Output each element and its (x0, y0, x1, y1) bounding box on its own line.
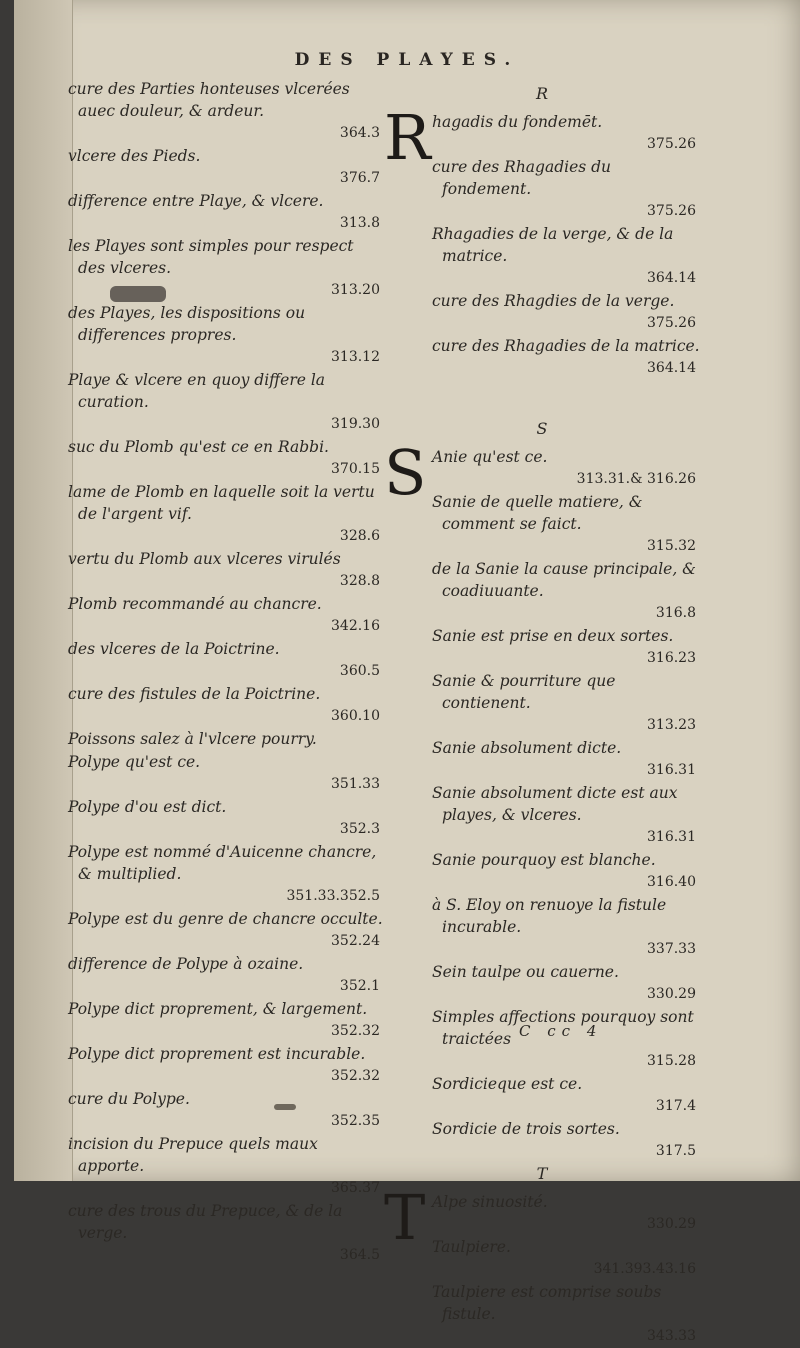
entry-page-ref: 364.5 (339, 1247, 380, 1263)
section-s-entries (428, 446, 700, 1162)
entry-text: Rhagadies de la verge, & de la matrice. (432, 225, 674, 265)
entry-text: des Playes, les dispositions ou differences propres. (68, 304, 306, 344)
entry-page-ref: 337.33 (647, 941, 696, 957)
index-entry (64, 908, 384, 952)
dropcap-s: S (384, 436, 427, 509)
index-entry (428, 849, 700, 893)
index-entry (428, 558, 700, 624)
entry-text: difference de Polype à ozaine. (68, 955, 304, 973)
entry-text: Sanie pourquoy est blanche. (432, 851, 656, 869)
index-entry (64, 302, 384, 368)
section-letter-t: T (536, 1164, 548, 1183)
entry-text: les Playes sont simples pour respect des vlceres. (68, 237, 354, 277)
book-page (14, 0, 800, 1344)
entry-page-ref: 364.14 (647, 270, 696, 286)
index-entry (428, 223, 700, 289)
entry-text: cure des Rhagdies de la verge. (432, 292, 675, 310)
section-t-entries (428, 1191, 700, 1347)
index-entry (64, 728, 384, 750)
entry-page-ref: 316.40 (647, 874, 696, 890)
entry-page-ref: 342.16 (331, 618, 380, 634)
index-entry (64, 751, 384, 795)
index-entry (64, 1088, 384, 1132)
entry-text: Sanie & pourriture que contienent. (432, 672, 616, 712)
entry-text: vertu du Plomb aux vlceres virulés (68, 550, 341, 568)
entry-page-ref: 352.35 (331, 1113, 380, 1129)
entry-page-ref: 375.26 (647, 203, 696, 219)
entry-text: cure des Parties honteuses vlcerées auec douleur, & ardeur. (68, 80, 350, 120)
entry-text: Sanie absolument dicte est aux playes, & vlceres. (432, 784, 678, 824)
entry-text: de la Sanie la cause principale, & coadiuuante. (432, 560, 696, 600)
entry-text: Poissons salez à l'vlcere pourry. (68, 730, 317, 748)
entry-text: Polype est du genre de chancre occulte. (68, 910, 383, 928)
index-entry (64, 145, 384, 189)
index-entry (64, 190, 384, 234)
entry-text: Polype d'ou est dict. (68, 798, 227, 816)
entry-text: suc du Plomb qu'est ce en Rabbi. (68, 438, 329, 456)
entry-text: cure des Rhagadies du fondement. (432, 158, 612, 198)
index-entry (428, 1281, 700, 1347)
entry-page-ref: 352.32 (331, 1023, 380, 1039)
index-entry (64, 1200, 384, 1266)
index-entry (428, 737, 700, 781)
entry-page-ref: 313.12 (331, 349, 380, 365)
index-entry (428, 782, 700, 848)
entry-page-ref: 365.37 (331, 1180, 380, 1196)
entry-text: Sordicieque est ce. (432, 1075, 583, 1093)
section-letter-r: R (535, 84, 549, 103)
entry-text: Polype dict proprement est incurable. (68, 1045, 366, 1063)
index-entry (428, 894, 700, 960)
entry-page-ref: 375.26 (647, 315, 696, 331)
entry-page-ref: 313.8 (339, 215, 380, 231)
entry-page-ref: 370.15 (331, 461, 380, 477)
index-entry (428, 1236, 700, 1280)
index-entry (64, 481, 384, 547)
entry-text: Playe & vlcere en quoy differe la curation. (68, 371, 326, 411)
signature-mark: C cc 4 (519, 1022, 603, 1040)
entry-text: Alpe sinuosité. (432, 1193, 548, 1211)
index-entry (64, 998, 384, 1042)
index-entry (64, 436, 384, 480)
entry-page-ref: 317.4 (655, 1098, 696, 1114)
index-entry (64, 1133, 384, 1199)
right-column (384, 78, 700, 1348)
entry-page-ref: 360.10 (331, 708, 380, 724)
entry-text: Polype dict proprement, & largement. (68, 1000, 368, 1018)
entry-page-ref: 375.26 (647, 136, 696, 152)
entry-text: Simples affections pourquoy sont traictées (432, 1008, 694, 1048)
entry-page-ref: 319.30 (331, 416, 380, 432)
entry-text: vlcere des Pieds. (68, 147, 201, 165)
index-entry (64, 593, 384, 637)
entry-text: Taulpiere est comprise soubs fistule. (432, 1283, 662, 1323)
entry-page-ref: 352.32 (331, 1068, 380, 1084)
entry-text: Plomb recommandé au chancre. (68, 595, 322, 613)
entry-text: Taulpiere. (432, 1238, 511, 1256)
entry-page-ref: 352.1 (339, 978, 380, 994)
entry-text: cure des Rhagadies de la matrice. (432, 337, 700, 355)
entry-page-ref: 341.393.43.16 (593, 1261, 696, 1277)
entry-page-ref: 328.6 (339, 528, 380, 544)
entry-text: à S. Eloy on renuoye la fistule incurable. (432, 896, 667, 936)
index-entry (64, 841, 384, 907)
entry-page-ref: 313.23 (647, 717, 696, 733)
section-r (384, 101, 700, 379)
entry-text: cure des fistules de la Poictrine. (68, 685, 321, 703)
entry-page-ref: 351.33 (331, 776, 380, 792)
entry-page-ref: 316.31 (647, 762, 696, 778)
entry-text: Sein taulpe ou cauerne. (432, 963, 619, 981)
entry-page-ref: 364.3 (339, 125, 380, 141)
entry-page-ref: 360.5 (339, 663, 380, 679)
section-letter-s: S (536, 419, 548, 438)
index-entry (64, 953, 384, 997)
section-r-entries (428, 111, 700, 379)
left-column (64, 78, 384, 1267)
ink-stain (110, 286, 166, 302)
dropcap-t: T (384, 1181, 426, 1254)
entry-text: difference entre Playe, & vlcere. (68, 192, 324, 210)
index-entry (64, 78, 384, 144)
index-entry (428, 1191, 700, 1235)
index-entry (428, 670, 700, 736)
entry-page-ref: 315.28 (647, 1053, 696, 1069)
entry-page-ref: 352.24 (331, 933, 380, 949)
entry-text: cure du Polype. (68, 1090, 190, 1108)
section-t (384, 1181, 700, 1347)
entry-text: incision du Prepuce quels maux apporte. (68, 1135, 318, 1175)
entry-page-ref: 316.23 (647, 650, 696, 666)
index-entry (428, 1073, 700, 1117)
entry-text: Sanie absolument dicte. (432, 739, 622, 757)
entry-text: hagadis du fondemēt. (432, 113, 603, 131)
index-entry (428, 446, 700, 490)
index-entry (428, 290, 700, 334)
index-entry (428, 961, 700, 1005)
entry-page-ref: 364.14 (647, 360, 696, 376)
index-entry (64, 796, 384, 840)
entry-page-ref: 328.8 (339, 573, 380, 589)
entry-text: Anie qu'est ce. (432, 448, 548, 466)
index-entry (428, 491, 700, 557)
entry-page-ref: 313.20 (331, 282, 380, 298)
entry-page-ref: 330.29 (647, 986, 696, 1002)
index-entry (428, 625, 700, 669)
entry-page-ref: 376.7 (339, 170, 380, 186)
entry-text: Sanie est prise en deux sortes. (432, 627, 674, 645)
dropcap-r: R (384, 101, 431, 174)
entry-text: Sordicie de trois sortes. (432, 1120, 620, 1138)
ornament-mark (274, 1104, 296, 1110)
running-head: DES PLAYES. (294, 50, 520, 70)
index-entry (428, 335, 700, 379)
entry-page-ref: 315.32 (647, 538, 696, 554)
entry-text: Polype qu'est ce. (68, 753, 201, 771)
index-entry (428, 111, 700, 155)
entry-page-ref: 313.31.& 316.26 (576, 471, 696, 487)
entry-page-ref: 316.8 (655, 605, 696, 621)
entry-text: cure des trous du Prepuce, & de la verge. (68, 1202, 343, 1242)
entry-page-ref: 317.5 (655, 1143, 696, 1159)
entry-page-ref: 352.3 (339, 821, 380, 837)
index-entry (64, 638, 384, 682)
entry-text: des vlceres de la Poictrine. (68, 640, 280, 658)
index-entry (428, 156, 700, 222)
section-s (384, 436, 700, 1162)
entry-page-ref: 330.29 (647, 1216, 696, 1232)
entry-page-ref: 316.31 (647, 829, 696, 845)
index-entry (64, 1043, 384, 1087)
index-entry (64, 683, 384, 727)
index-entry (428, 1118, 700, 1162)
entry-text: Polype est nommé d'Auicenne chancre, & multiplied. (68, 843, 377, 883)
entry-page-ref: 351.33.352.5 (286, 888, 380, 904)
entry-text: Sanie de quelle matiere, & comment se faict. (432, 493, 643, 533)
entry-page-ref: 343.33 (647, 1328, 696, 1344)
index-entry (64, 369, 384, 435)
index-entry (64, 548, 384, 592)
entry-text: lame de Plomb en laquelle soit la vertu de l'argent vif. (68, 483, 375, 523)
